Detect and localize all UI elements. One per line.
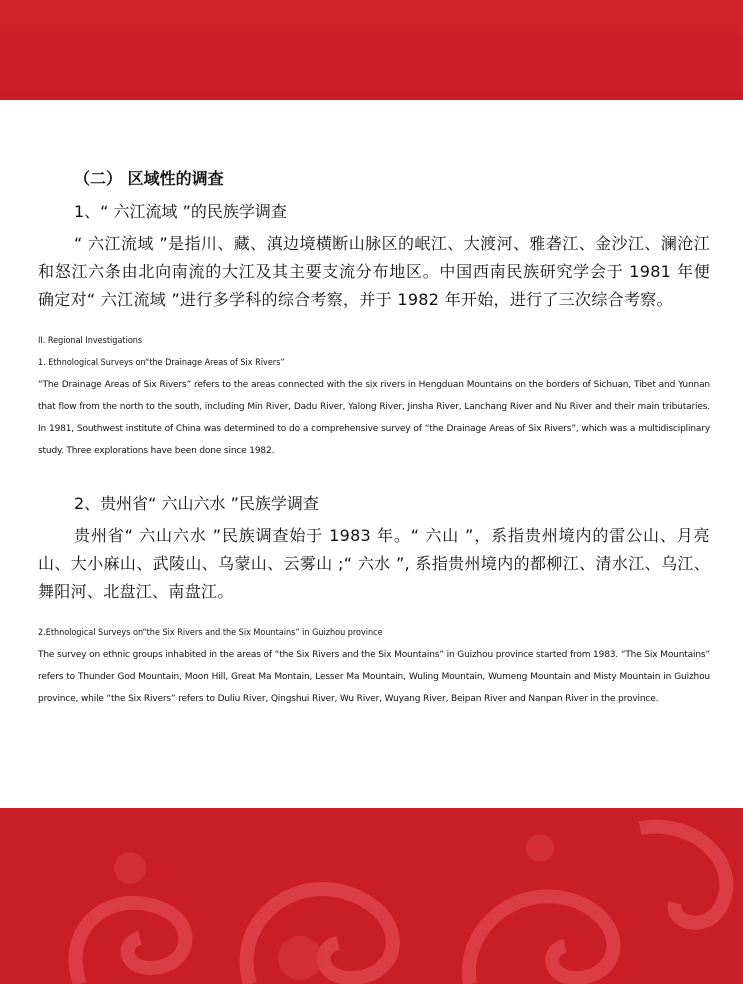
part2-paragraph-zh: 贵州省“ 六山六水 ”民族调查始于 1983 年。“ 六山 ”，系指贵州境内的雷公山、月亮山、大小麻山、武陵山、乌蒙山、云雾山 ;“ 六水 ”, 系指贵州境内的都柳江、清水江、乌江、舞阳河、北盘江、南盘江。 [38,526,710,601]
part2-heading-en: 2.Ethnological Surveys on“the Six Rivers and the Six Mountains” in Guizhou province [38,628,383,638]
top-red-band [0,0,743,100]
part1-paragraph-zh: “ 六江流域 ”是指川、藏、滇边境横断山脉区的岷江、大渡河、雅砻江、金沙江、澜沧江和怒江六条由北向南流的大江及其主要支流分布地区。中国西南民族研究学会于 1981 年便确定对“ 六江流域 ”进行多学科的综合考察，并于 1982 年开始，进行了三次综合考察。 [38,234,710,309]
part1-paragraph-en: “The Drainage Areas of Six Rivers” refers to the areas connected with the six rivers in Hengduan Mountains on the borders of Sichuan, Tibet and Yunnan that flow from the north to the south, including Min River, Dadu River, Yalong River, Jinsha River, Lanchang River and Nu River and their main tributaries. In 1981, Southwest institute of China was determined to do a comprehensive survey of “the Drainage Areas of Six Rivers”, which was a multidisciplinary study. Three explorations have been done since 1982. [38,380,710,456]
part2-english-block [38,622,710,710]
cloud-swirl-pattern [0,808,743,984]
part2-section [38,492,710,710]
part2-paragraph-en: The survey on ethnic groups inhabited in the areas of “the Six Rivers and the Six Mountains” in Guizhou province started from 1983. “The Six Mountains” refers to Thunder God Mountain, Moon Hill, Great Ma Montain, Lesser Ma Mountain, Wuling Mountain, Wumeng Mountain and Misty Mountain in Guizhou province, while “the Six Rivers” refers to Duliu River, Qingshui River, Wu River, Wuyang River, Beipan River and Nanpan River in the province. [38,650,710,704]
part1-english-block [38,330,710,462]
section-title-zh: （二） 区域性的调查 [74,169,224,188]
bottom-red-band [0,808,743,984]
part1-heading-zh: 1、“ 六江流域 ”的民族学调查 [74,202,287,221]
part1-heading-en: 1. Ethnological Surveys on“the Drainage Areas of Six Rivers” [38,358,285,368]
part2-heading-zh: 2、贵州省“ 六山六水 ”民族学调查 [74,494,319,513]
section-title-en: II. Regional Investigations [38,336,143,346]
page-content [38,168,710,710]
